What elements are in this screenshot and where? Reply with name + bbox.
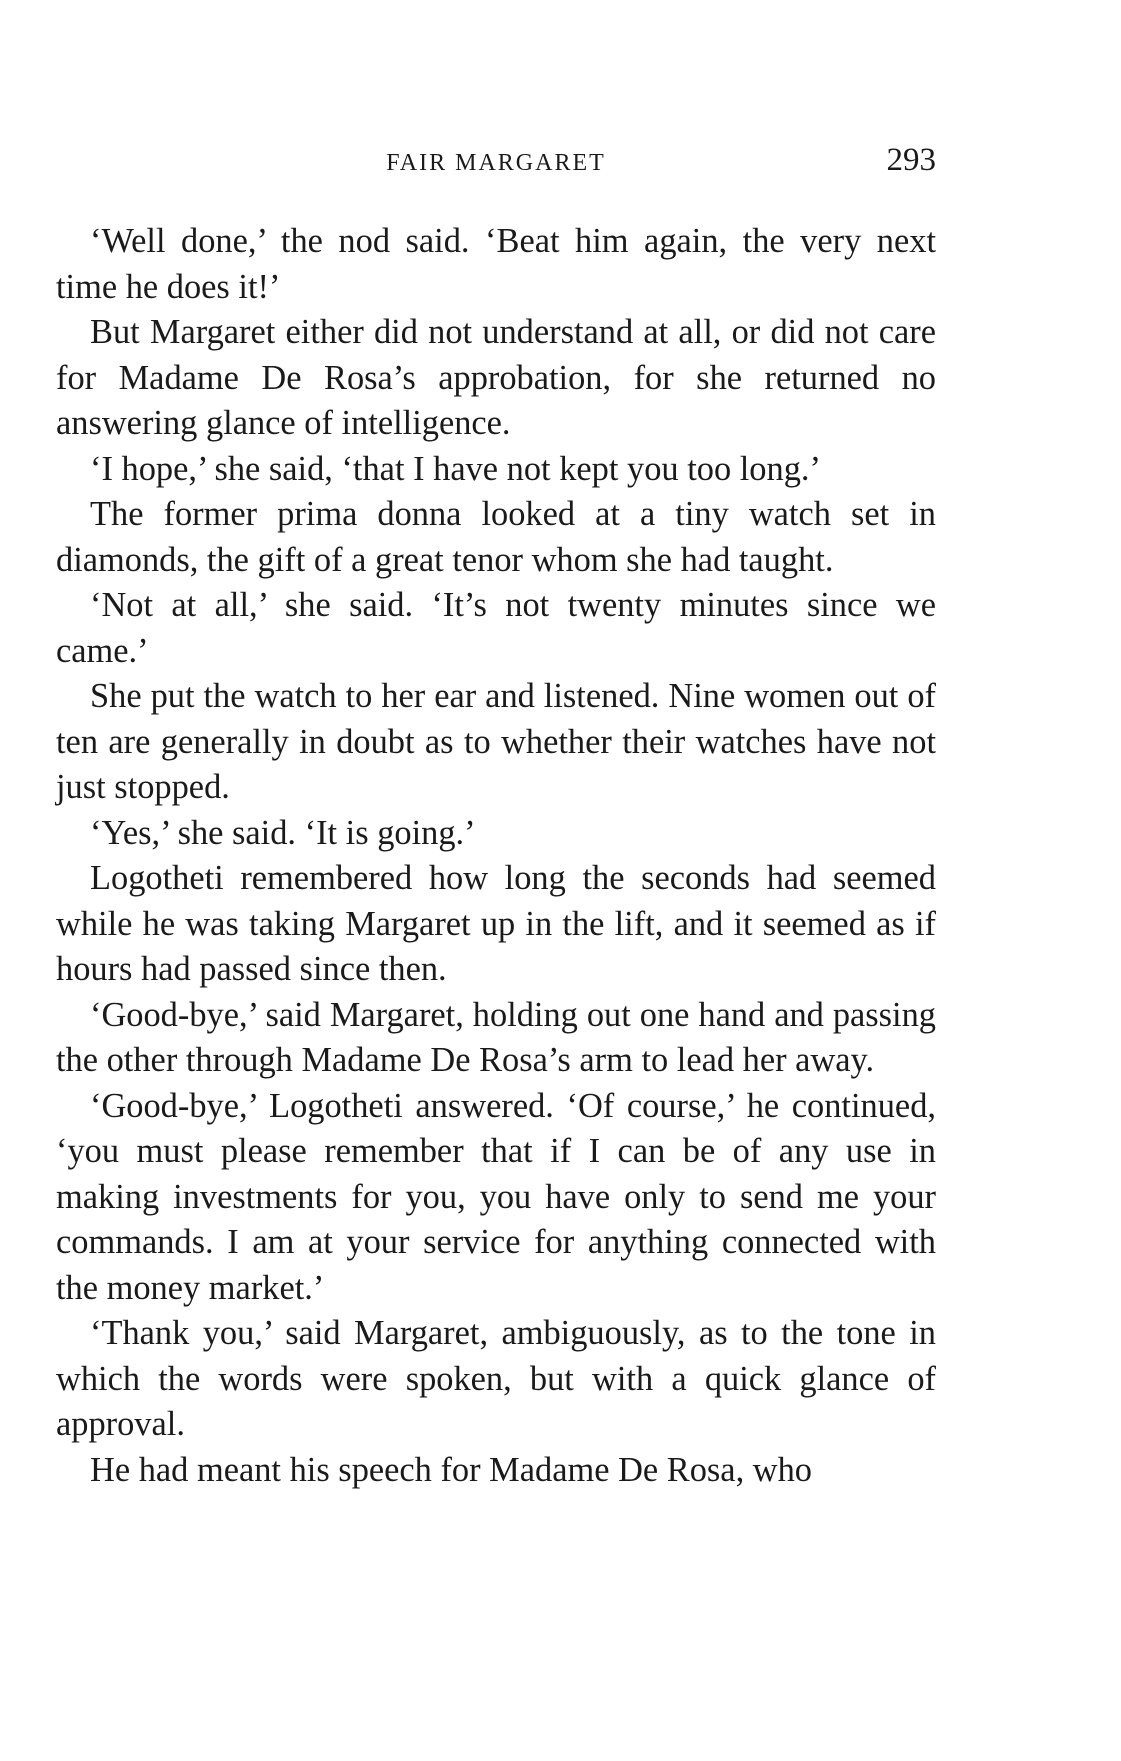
running-head	[56, 142, 936, 182]
paragraph: ‘I hope,’ she said, ‘that I have not kept you too long.’	[90, 449, 821, 488]
paragraph: ‘Well done,’ the nod said. ‘Beat him again, the very next time he does it!’	[56, 222, 936, 306]
paragraph: The former prima donna looked at a tiny watch set in diamonds, the gift of a great tenor whom she had taught.	[56, 495, 936, 579]
paragraph: She put the watch to her ear and listened. Nine women out of ten are generally in doubt as to whether their watches have not just stopped.	[56, 677, 936, 806]
paragraph: ‘Thank you,’ said Margaret, ambiguously, as to the tone in which the words were spoken, but with a quick glance of approval.	[56, 1314, 936, 1443]
paragraph: ‘Not at all,’ she said. ‘It’s not twenty minutes since we came.’	[56, 586, 936, 670]
paragraph: Logotheti remembered how long the seconds had seemed while he was taking Margaret up in the lift, and it seemed as if hours had passed since then.	[56, 859, 936, 988]
paragraph: ‘Good-bye,’ Logotheti answered. ‘Of course,’ he continued, ‘you must please remember that if I can be of any use in making investments for you, you have only to send me your commands. I am at your service for anything connected with the money market.’	[56, 1086, 936, 1307]
paragraph: But Margaret either did not understand at all, or did not care for Madame De Rosa’s approbation, for she returned no answering glance of intelligence.	[56, 313, 936, 442]
paragraph: He had meant his speech for Madame De Rosa, who	[90, 1450, 812, 1489]
paragraph: ‘Yes,’ she said. ‘It is going.’	[90, 813, 476, 852]
paragraph: ‘Good-bye,’ said Margaret, holding out one hand and passing the other through Madame De Rosa’s arm to lead her away.	[56, 995, 936, 1079]
running-title: FAIR MARGARET	[386, 150, 606, 176]
page-number: 293	[886, 142, 936, 178]
body-text	[56, 219, 936, 1493]
